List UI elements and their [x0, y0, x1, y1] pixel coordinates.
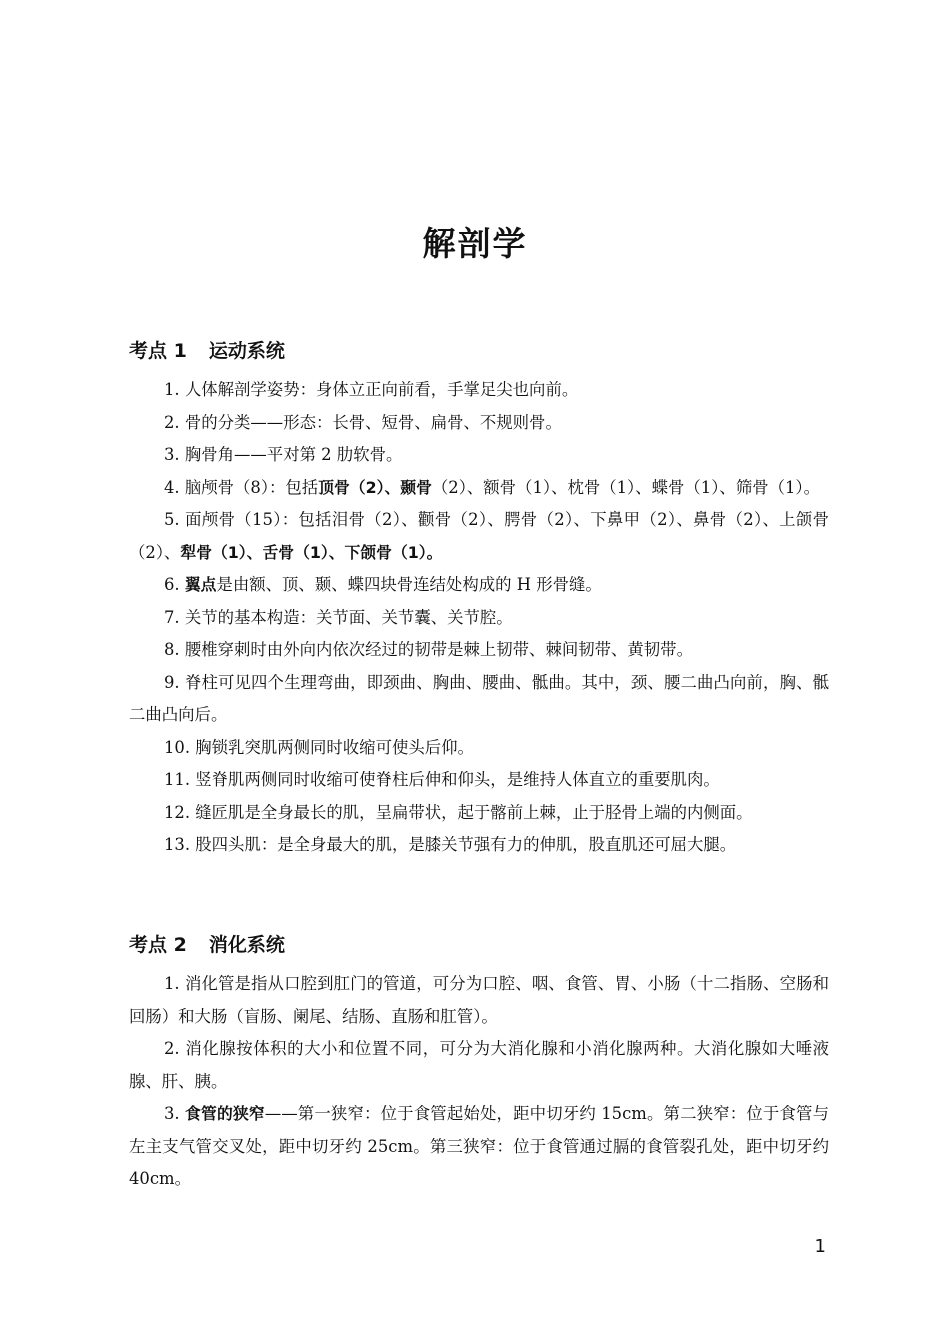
item-text: 5. 面颅骨（15）：包括泪骨（2）、颧骨（2）、腭骨（2）、下鼻甲（2）、鼻骨（2）、上颌骨（2）、 — [129, 510, 829, 562]
item-text: 1. 消化管是指从口腔到肛门的管道，可分为口腔、咽、食管、胃、小肠（十二指肠、空肠和回肠）和大肠（盲肠、阑尾、结肠、直肠和肛管）。 — [129, 974, 829, 1026]
item-text: 2. 骨的分类——形态：长骨、短骨、扁骨、不规则骨。 — [164, 412, 562, 432]
item-text: 4. 脑颅骨（8）：包括 — [164, 477, 319, 497]
list-item — [129, 829, 829, 862]
section-2-list — [129, 968, 829, 1196]
list-item — [129, 968, 829, 1033]
list-item — [129, 667, 829, 732]
section-name: 消化系统 — [208, 934, 285, 956]
bold-text: 食管的狭窄 — [185, 1104, 265, 1123]
item-text: 1. 人体解剖学姿势：身体立正向前看，手掌足尖也向前。 — [164, 380, 579, 399]
list-item — [129, 602, 829, 635]
section-name: 运动系统 — [208, 340, 285, 362]
section-label: 考点 2 — [129, 934, 187, 956]
bold-text: 顶骨（2）、颞骨 — [318, 477, 432, 497]
list-item — [129, 472, 829, 505]
item-text: 6. — [164, 575, 185, 594]
list-item — [129, 407, 829, 440]
section-1-list — [129, 374, 829, 862]
item-text: 8. 腰椎穿刺时由外向内依次经过的韧带是棘上韧带、棘间韧带、黄韧带。 — [164, 640, 693, 659]
list-item — [129, 439, 829, 472]
list-item — [129, 1033, 829, 1098]
list-item — [129, 732, 829, 765]
section-heading-1 — [129, 336, 285, 363]
list-item — [129, 797, 829, 830]
list-item — [129, 1098, 829, 1196]
item-text: 7. 关节的基本构造：关节面、关节囊、关节腔。 — [164, 607, 513, 627]
item-text: ——第一狭窄：位于食管起始处，距中切牙约 15cm。第二狭窄：位于食管与左主支气管交叉处，距中切牙约 25cm。第三狭窄：位于食管通过膈的食管裂孔处，距中切牙约 40cm。 — [129, 1104, 829, 1188]
bold-text: 犁骨（1）、舌骨（1）、下颌骨（1）。 — [180, 542, 443, 562]
section-label: 考点 1 — [129, 340, 187, 362]
list-item — [129, 764, 829, 797]
list-item — [129, 569, 829, 602]
page-number: 1 — [814, 1236, 826, 1257]
list-item — [129, 374, 829, 407]
item-text: 3. — [164, 1104, 186, 1123]
page-title: 解剖学 — [422, 224, 528, 263]
list-item — [129, 504, 829, 569]
item-text: 是由额、顶、颞、蝶四块骨连结处构成的 H 形骨缝。 — [216, 575, 602, 594]
section-heading-2 — [129, 930, 285, 957]
item-text: 10. 胸锁乳突肌两侧同时收缩可使头后仰。 — [164, 737, 474, 757]
item-text: 12. 缝匠肌是全身最长的肌，呈扁带状，起于髂前上棘，止于胫骨上端的内侧面。 — [164, 802, 753, 822]
list-item — [129, 634, 829, 667]
item-text: 9. 脊柱可见四个生理弯曲，即颈曲、胸曲、腰曲、骶曲。其中，颈、腰二曲凸向前，胸、骶二曲凸向后。 — [129, 672, 829, 724]
item-text: 13. 股四头肌：是全身最大的肌，是膝关节强有力的伸肌，股直肌还可屈大腿。 — [164, 835, 737, 854]
bold-text: 翼点 — [184, 575, 217, 594]
item-text: 11. 竖脊肌两侧同时收缩可使脊柱后伸和仰头，是维持人体直立的重要肌肉。 — [164, 770, 720, 789]
item-text: 3. 胸骨角——平对第 2 肋软骨。 — [164, 445, 403, 464]
item-text: （2）、额骨（1）、枕骨（1）、蝶骨（1）、筛骨（1）。 — [431, 477, 820, 497]
item-text: 2. 消化腺按体积的大小和位置不同，可分为大消化腺和小消化腺两种。大消化腺如大唾液腺、肝、胰。 — [129, 1039, 829, 1091]
